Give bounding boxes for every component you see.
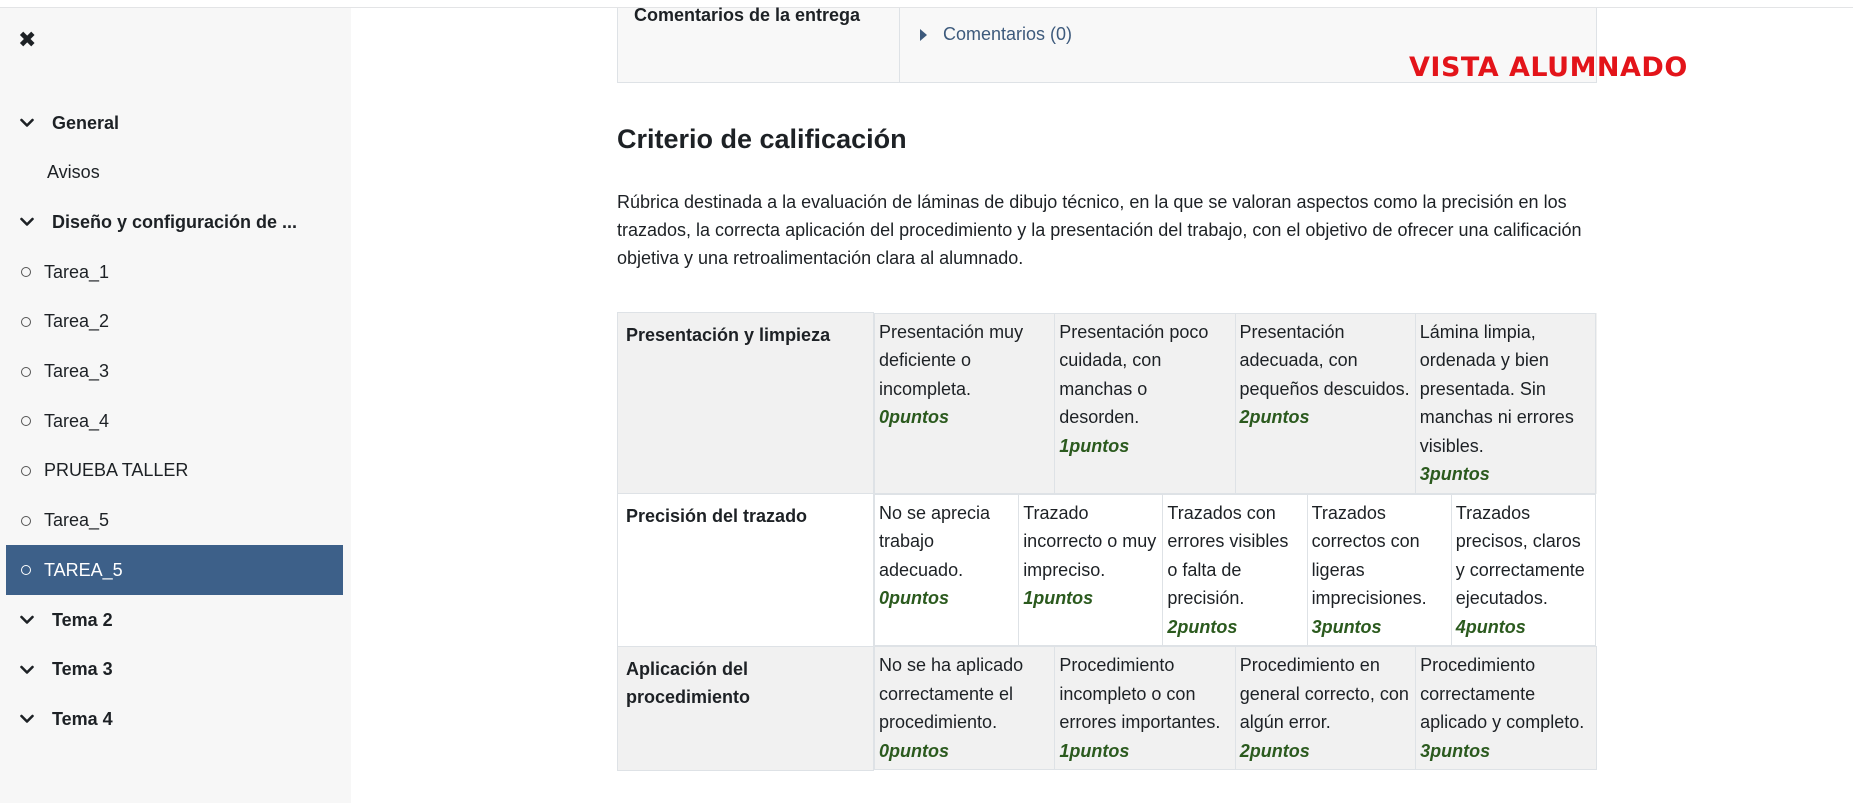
top-border xyxy=(0,0,1853,8)
criterion-description: Precisión del trazado xyxy=(618,494,874,647)
sidebar-item-label: Tarea_1 xyxy=(44,261,110,282)
criterion-levels xyxy=(874,494,1597,647)
level-definition: No se aprecia trabajo adecuado. xyxy=(879,502,991,580)
completion-circle-icon xyxy=(21,565,31,575)
completion-circle-icon xyxy=(21,267,31,277)
rubric-level xyxy=(1416,647,1596,770)
level-definition: Lámina limpia, ordenada y bien presentada. Sin manchas ni errores visibles. xyxy=(1419,321,1574,456)
sidebar-item-label: TAREA_5 xyxy=(44,559,123,580)
chevron-down-icon[interactable] xyxy=(20,665,40,675)
sidebar-item-tarea-5[interactable] xyxy=(6,496,343,546)
level-score: 1puntos xyxy=(1059,740,1130,761)
rubric-level xyxy=(875,494,1019,646)
level-definition: Trazados correctos con ligeras imprecisiones. xyxy=(1311,502,1427,608)
sidebar-item-tarea-1[interactable] xyxy=(6,247,343,297)
completion-circle-icon xyxy=(21,516,31,526)
sidebar-item-tema-4[interactable] xyxy=(6,694,343,744)
level-definition: Presentación muy deficiente o incompleta. xyxy=(879,321,1024,399)
level-definition: Presentación adecuada, con pequeños descuidos. xyxy=(1239,321,1410,399)
completion-circle-icon xyxy=(21,416,31,426)
level-score: 3puntos xyxy=(1420,740,1491,761)
rubric-level xyxy=(1307,494,1451,646)
sidebar-item-label: Tema 3 xyxy=(52,659,113,680)
student-view-label: VISTA ALUMNADO xyxy=(1409,52,1688,83)
sidebar-item-tarea-2[interactable] xyxy=(6,297,343,347)
rubric-criterion-row xyxy=(618,313,1597,494)
level-definition: Procedimiento correctamente aplicado y completo. xyxy=(1420,655,1585,732)
level-score: 4puntos xyxy=(1455,616,1526,637)
chevron-down-icon[interactable] xyxy=(20,615,40,625)
rubric-level xyxy=(1415,313,1595,493)
rubric-level xyxy=(1235,647,1415,770)
level-definition: Procedimiento incompleto o con errores importantes. xyxy=(1059,655,1221,732)
completion-circle-icon xyxy=(21,367,31,377)
sidebar-item-label: Tarea_5 xyxy=(44,510,110,531)
comments-link-label: Comentarios (0) xyxy=(943,24,1073,44)
level-score: 2puntos xyxy=(1167,616,1238,637)
caret-right-icon xyxy=(920,29,927,41)
level-definition: Procedimiento en general correcto, con algún error. xyxy=(1239,655,1409,732)
rubric-level xyxy=(875,313,1055,493)
sidebar-item-avisos[interactable] xyxy=(6,148,343,198)
sidebar-item-label: General xyxy=(52,112,120,133)
sidebar-item-general[interactable] xyxy=(6,98,343,148)
completion-circle-icon xyxy=(21,466,31,476)
sidebar-item-label: Diseño y configuración de ... xyxy=(52,211,298,232)
course-index-drawer xyxy=(0,8,351,803)
rubric-criterion-row xyxy=(618,494,1597,647)
rubric-level xyxy=(1019,494,1163,646)
level-score: 2puntos xyxy=(1239,740,1310,761)
level-definition: Trazados con errores visibles o falta de precisión. xyxy=(1167,502,1289,608)
rubric-level xyxy=(1055,313,1235,493)
sidebar-item-label: Tarea_3 xyxy=(44,361,110,381)
sidebar-item-label: Tema 4 xyxy=(52,708,113,729)
rubric-level xyxy=(1235,313,1415,493)
rubric-level xyxy=(1451,494,1595,646)
sidebar-item-label: Tarea_4 xyxy=(44,410,110,431)
criterion-levels xyxy=(874,646,1597,770)
sidebar-item-tarea-3[interactable] xyxy=(6,347,343,397)
criterion-description: Aplicación del procedimiento xyxy=(618,646,874,770)
sidebar-item-diseño-y-configuración-de[interactable] xyxy=(6,197,343,247)
chevron-down-icon[interactable] xyxy=(20,118,40,128)
sidebar-item-label: Tarea_2 xyxy=(44,311,110,332)
level-definition: Presentación poco cuidada, con manchas o desorden. xyxy=(1059,321,1209,427)
level-score: 0puntos xyxy=(879,740,949,761)
comments-toggle-link[interactable] xyxy=(920,24,1072,45)
submission-comments-label: Comentarios de la entrega xyxy=(634,5,861,25)
sidebar-item-tarea-4[interactable] xyxy=(6,396,343,446)
sidebar-item-tema-3[interactable] xyxy=(6,645,343,695)
level-definition: No se ha aplicado correctamente el procedimiento. xyxy=(879,655,1024,732)
rubric-table xyxy=(617,312,1597,771)
chevron-down-icon[interactable] xyxy=(20,217,40,227)
cell-divider xyxy=(899,8,900,83)
completion-circle-icon xyxy=(21,317,31,327)
level-score: 3puntos xyxy=(1311,616,1382,637)
rubric-level xyxy=(875,647,1055,770)
rubric-description: Rúbrica destinada a la evaluación de láminas de dibujo técnico, en la que se valoran aspectos como la precisión en los trazados, la correcta aplicación del procedimiento y la presentación del trabajo, con el objetivo de ofrecer una calificación objetiva y una retroalimentación clara al alumnado. xyxy=(617,192,1582,268)
level-score: 0puntos xyxy=(879,588,949,608)
level-score: 2puntos xyxy=(1239,407,1310,427)
rubric-criterion-row xyxy=(618,646,1597,770)
grading-criteria-title: Criterio de calificación xyxy=(617,124,907,154)
close-icon[interactable]: ✖ xyxy=(18,27,37,52)
level-score: 3puntos xyxy=(1419,464,1490,484)
sidebar-item-prueba-taller[interactable] xyxy=(6,446,343,496)
chevron-down-icon[interactable] xyxy=(20,714,40,724)
rubric-level xyxy=(1163,494,1307,646)
sidebar-item-tarea-5[interactable] xyxy=(6,545,343,595)
level-score: 0puntos xyxy=(879,407,949,427)
sidebar-item-tema-2[interactable] xyxy=(6,595,343,645)
level-definition: Trazado incorrecto o muy impreciso. xyxy=(1023,502,1157,580)
sidebar-item-label: PRUEBA TALLER xyxy=(44,460,189,481)
sidebar-item-label: Tema 2 xyxy=(52,609,113,630)
level-definition: Trazados precisos, claros y correctamente ejecutados. xyxy=(1455,502,1585,608)
sidebar-item-label: Avisos xyxy=(47,162,100,183)
level-score: 1puntos xyxy=(1023,588,1094,608)
rubric-level xyxy=(1055,647,1235,770)
criterion-description: Presentación y limpieza xyxy=(618,313,874,494)
level-score: 1puntos xyxy=(1059,435,1130,456)
criterion-levels xyxy=(874,313,1597,494)
